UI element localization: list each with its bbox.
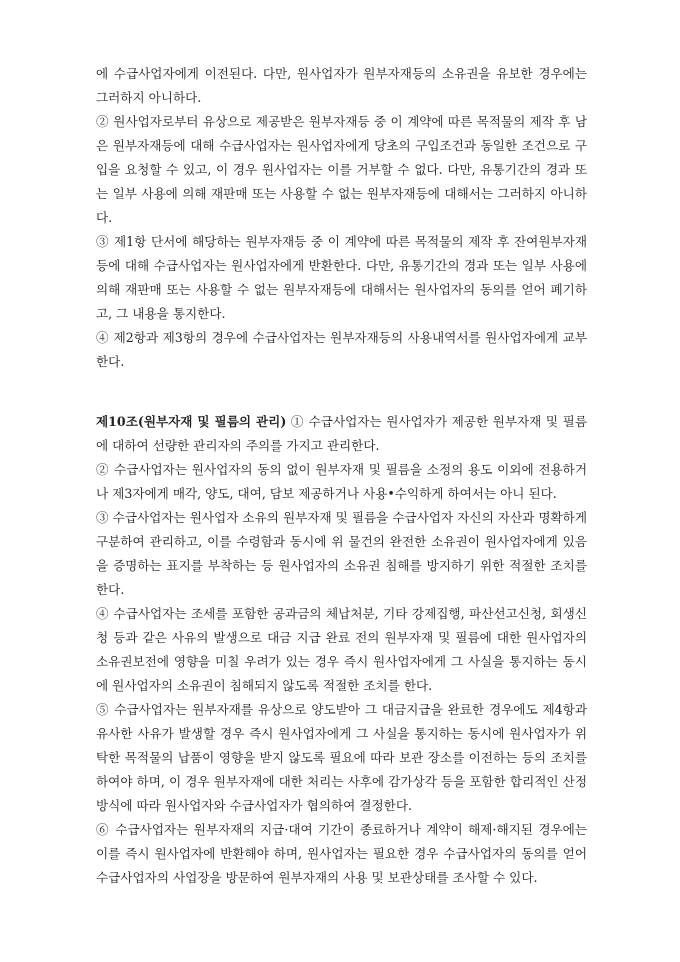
article-10-clause-3: ③ 수급사업자는 원사업자 소유의 원부자재 및 필름을 수급사업자 자신의 자산과 명확하게 구분하여 관리하고, 이를 수령함과 동시에 위 물건의 완전한 소유권이 원사업자에게 있음을 증명하는 표지를 부착하는 등 원사업자의 소유권 침해를 방지하기 위한 적절한 조치를 한다. — [96, 510, 587, 597]
article-10-lead — [96, 410, 587, 458]
section-gap — [96, 374, 587, 410]
paragraph-continuation: 에 수급사업자에게 이전된다. 다만, 원사업자가 원부자재등의 소유권을 유보한 경우에는 그러하지 아니하다. — [96, 66, 587, 105]
article-10-clause-5: ⑤ 수급사업자는 원부자재를 유상으로 양도받아 그 대금지급을 완료한 경우에도 제4항과 유사한 사유가 발생할 경우 즉시 원사업자에게 그 사실을 통지하는 동시에 원사업자가 위탁한 목적물의 납품이 영향을 받지 않도록 필요에 따라 보관 장소를 이전하는 등의 조치를 하여야 하며, 이 경우 원부자재에 대한 처리는 사후에 감가상각 등을 포함한 합리적인 산정방식에 따라 원사업자와 수급사업자가 협의하여 결정한다. — [96, 702, 587, 813]
document-page — [96, 62, 587, 890]
article-10-heading: 제10조(원부자재 및 필름의 관리) — [96, 414, 287, 429]
paragraph-clause-4: ④ 제2항과 제3항의 경우에 수급사업자는 원부자재등의 사용내역서를 원사업자에게 교부한다. — [96, 330, 587, 369]
article-10-clause-2: ② 수급사업자는 원사업자의 동의 없이 원부자재 및 필름을 소정의 용도 이외에 전용하거나 제3자에게 매각, 양도, 대여, 담보 제공하거나 사용•수익하게 하여서는 아니 된다. — [96, 462, 587, 501]
paragraph-clause-2: ② 원사업자로부터 유상으로 제공받은 원부자재등 중 이 계약에 따른 목적물의 제작 후 남은 원부자재등에 대해 수급사업자는 원사업자에게 당초의 구입조건과 동일한 조건으로 구입을 요청할 수 있고, 이 경우 원사업자는 이를 거부할 수 없다. 다만, 유통기간의 경과 또는 일부 사용에 의해 재판매 또는 사용할 수 없는 원부자재등에 대해서는 그러하지 아니하다. — [96, 114, 587, 225]
article-10-clause-1: ① 수급사업자는 원사업자가 제공한 원부자재 및 필름에 대하여 선량한 관리자의 주의를 가지고 관리한다. — [96, 414, 587, 453]
paragraph-clause-3: ③ 제1항 단서에 해당하는 원부자재등 중 이 계약에 따른 목적물의 제작 후 잔여원부자재등에 대해 수급사업자는 원사업자에게 반환한다. 다만, 유통기간의 경과 또는 일부 사용에 의해 재판매 또는 사용할 수 없는 원부자재등에 대해서는 원사업자의 동의를 얻어 폐기하고, 그 내용을 통지한다. — [96, 234, 587, 321]
article-10-clause-4: ④ 수급사업자는 조세를 포함한 공과금의 체납처분, 기타 강제집행, 파산선고신청, 회생신청 등과 같은 사유의 발생으로 대금 지급 완료 전의 원부자재 및 필름에 대한 원사업자의 소유권보전에 영향을 미칠 우려가 있는 경우 즉시 원사업자에게 그 사실을 통지하는 동시에 원사업자의 소유권이 침해되지 않도록 적절한 조치를 한다. — [96, 606, 587, 693]
article-10-clause-6: ⑥ 수급사업자는 원부자재의 지급·대여 기간이 종료하거나 계약이 해제·해지된 경우에는 이를 즉시 원사업자에 반환해야 하며, 원사업자는 필요한 경우 수급사업자의 동의를 얻어 수급사업자의 사업장을 방문하여 원부자재의 사용 및 보관상태를 조사할 수 있다. — [96, 822, 587, 885]
